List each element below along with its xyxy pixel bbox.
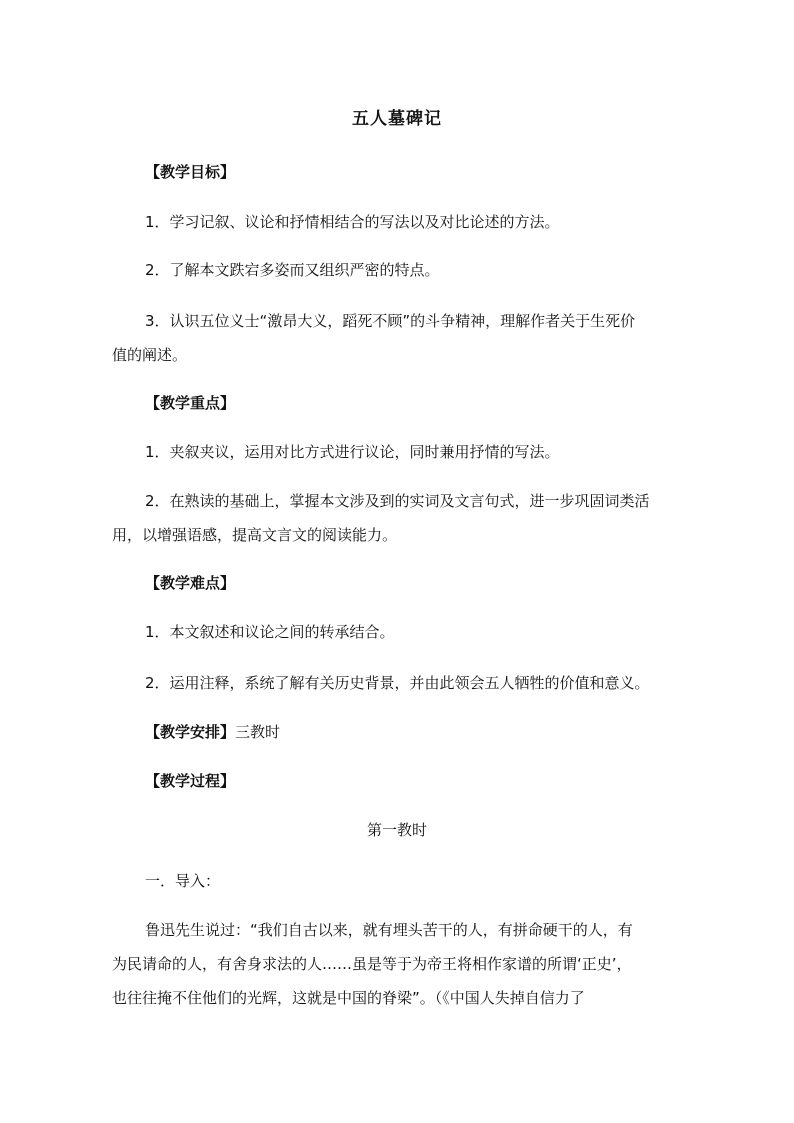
schedule-line xyxy=(145,715,280,749)
key-point-2: 2．在熟读的基础上，掌握本文涉及到的实词及文言句式，进一步巩固词类活 xyxy=(145,492,650,510)
intro-paragraph-line-1: 鲁迅先生说过：“我们自古以来，就有埋头苦干的人，有拼命硬干的人，有 xyxy=(145,921,633,939)
process-heading: 【教学过程】 xyxy=(145,772,236,790)
intro-heading: 一．导入： xyxy=(145,872,221,890)
document-title: 五人墓碑记 xyxy=(352,109,442,129)
difficulties-heading: 【教学难点】 xyxy=(145,574,236,592)
intro-paragraph-line-2: 为民请命的人，有舍身求法的人……虽是等于为帝王将相作家谱的所谓‘正史’， xyxy=(112,955,632,973)
intro-paragraph-line-3: 也往往掩不住他们的光辉，这就是中国的脊梁”。（《中国人失掉自信力了 xyxy=(112,989,585,1007)
key-point-2-continued: 用，以增强语感，提高文言文的阅读能力。 xyxy=(112,526,398,544)
objectives-heading: 【教学目标】 xyxy=(145,163,236,181)
difficulty-2: 2．运用注释，系统了解有关历史背景，并由此领会五人牺牲的价值和意义。 xyxy=(145,674,650,692)
schedule-heading: 【教学安排】 xyxy=(145,723,236,741)
difficulty-1: 1．本文叙述和议论之间的转承结合。 xyxy=(145,623,395,641)
objective-3-continued: 值的阐述。 xyxy=(112,346,188,364)
schedule-value: 三教时 xyxy=(235,723,281,741)
lesson-one-heading: 第一教时 xyxy=(366,821,427,839)
key-points-heading: 【教学重点】 xyxy=(145,394,236,412)
objective-1: 1．学习记叙、议论和抒情相结合的写法以及对比论述的方法。 xyxy=(145,213,560,231)
key-point-1: 1．夹叙夹议，运用对比方式进行议论，同时兼用抒情的写法。 xyxy=(145,443,560,461)
objective-3: 3．认识五位义士“激昂大义，蹈死不顾”的斗争精神，理解作者关于生死价 xyxy=(145,312,636,330)
objective-2: 2．了解本文跌宕多姿而又组织严密的特点。 xyxy=(145,261,440,279)
